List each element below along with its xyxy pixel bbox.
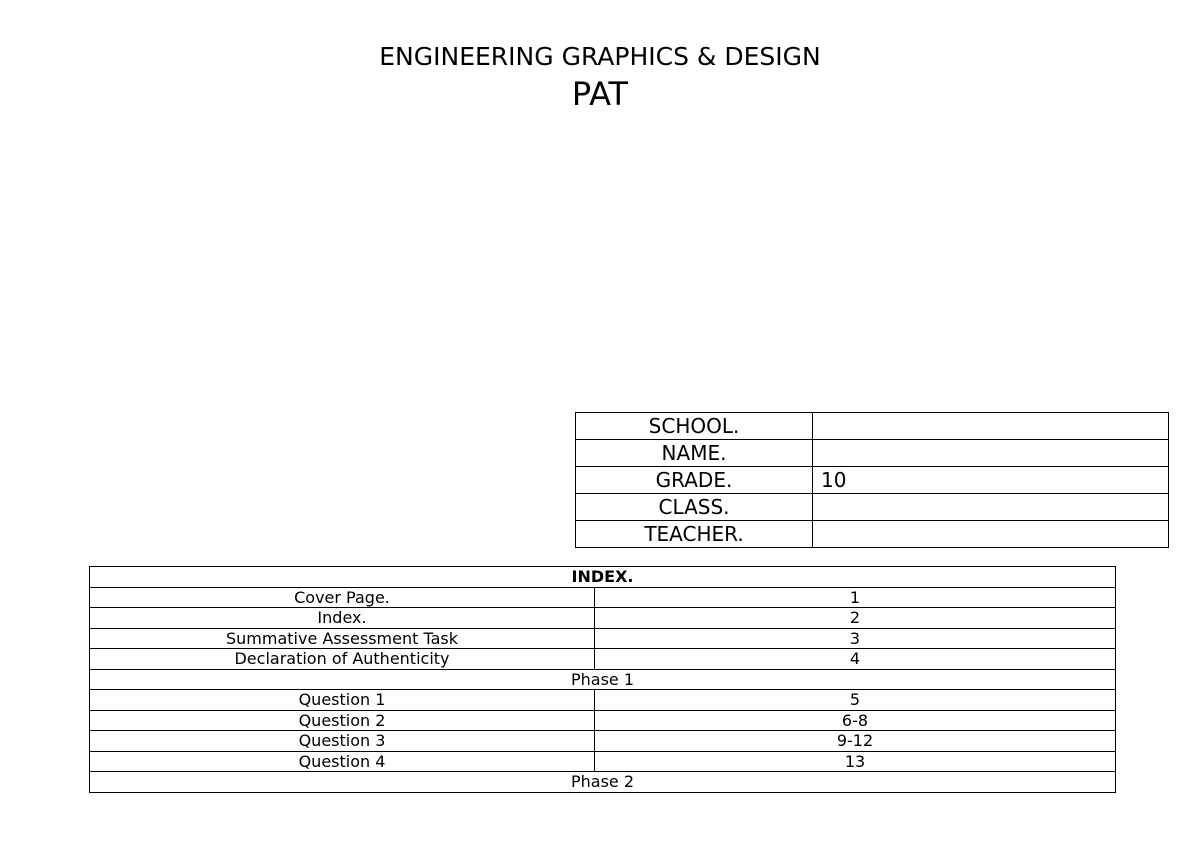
name-label: NAME. bbox=[576, 440, 813, 467]
grade-label: GRADE. bbox=[576, 467, 813, 494]
school-value[interactable] bbox=[813, 413, 1169, 440]
class-label: CLASS. bbox=[576, 494, 813, 521]
grade-value[interactable]: 10 bbox=[813, 467, 1169, 494]
class-row bbox=[576, 494, 1169, 521]
index-item: Summative Assessment Task bbox=[90, 628, 595, 649]
table-row bbox=[90, 608, 1116, 629]
section-row bbox=[90, 772, 1116, 793]
learner-info-table bbox=[575, 412, 1169, 548]
teacher-row bbox=[576, 521, 1169, 548]
index-page: 6-8 bbox=[595, 710, 1116, 731]
name-row bbox=[576, 440, 1169, 467]
document-subject-title: ENGINEERING GRAPHICS & DESIGN bbox=[379, 42, 821, 71]
class-value[interactable] bbox=[813, 494, 1169, 521]
teacher-label: TEACHER. bbox=[576, 521, 813, 548]
table-row bbox=[90, 731, 1116, 752]
index-table bbox=[89, 566, 1116, 793]
name-value[interactable] bbox=[813, 440, 1169, 467]
table-row bbox=[90, 751, 1116, 772]
index-item: Question 4 bbox=[90, 751, 595, 772]
index-item: Declaration of Authenticity bbox=[90, 649, 595, 670]
document-type-title: PAT bbox=[571, 75, 629, 113]
table-row bbox=[90, 649, 1116, 670]
school-label: SCHOOL. bbox=[576, 413, 813, 440]
table-row bbox=[90, 628, 1116, 649]
phase-heading: Phase 2 bbox=[90, 772, 1116, 793]
index-page: 3 bbox=[595, 628, 1116, 649]
index-item: Cover Page. bbox=[90, 587, 595, 608]
index-page: 1 bbox=[595, 587, 1116, 608]
index-page: 4 bbox=[595, 649, 1116, 670]
index-page: 2 bbox=[595, 608, 1116, 629]
phase-heading: Phase 1 bbox=[90, 669, 1116, 690]
school-row bbox=[576, 413, 1169, 440]
index-item: Question 3 bbox=[90, 731, 595, 752]
grade-row bbox=[576, 467, 1169, 494]
table-row bbox=[90, 690, 1116, 711]
index-page: 13 bbox=[595, 751, 1116, 772]
teacher-value[interactable] bbox=[813, 521, 1169, 548]
index-heading-row bbox=[90, 567, 1116, 588]
section-row bbox=[90, 669, 1116, 690]
table-row bbox=[90, 587, 1116, 608]
index-item: Question 1 bbox=[90, 690, 595, 711]
index-page: 9-12 bbox=[595, 731, 1116, 752]
table-row bbox=[90, 710, 1116, 731]
index-page: 5 bbox=[595, 690, 1116, 711]
index-title: INDEX. bbox=[90, 567, 1116, 588]
index-item: Index. bbox=[90, 608, 595, 629]
index-item: Question 2 bbox=[90, 710, 595, 731]
